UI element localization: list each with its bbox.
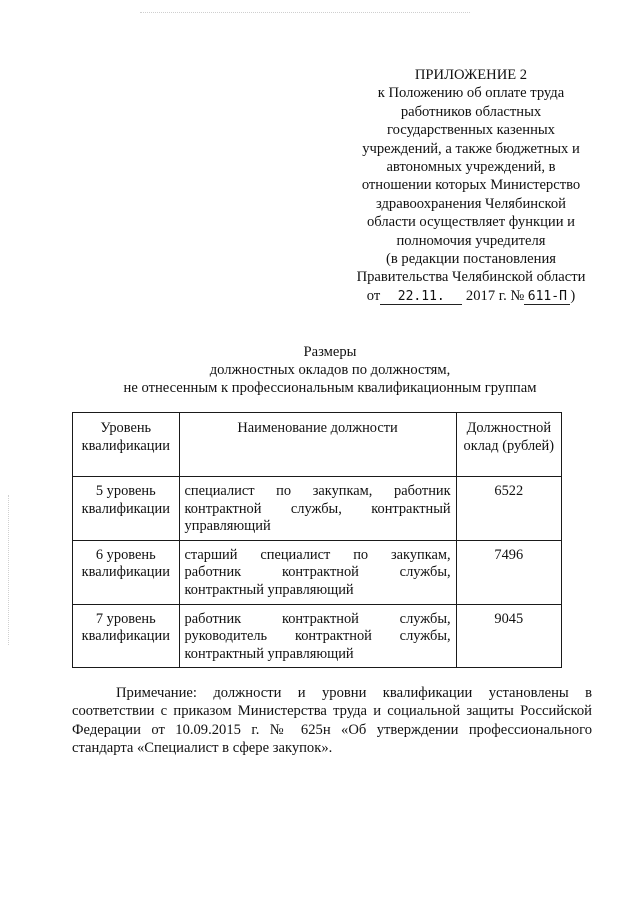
appendix-line: государственных казенных [387, 122, 555, 139]
header-salary: Должностной оклад (рублей) [456, 413, 561, 477]
appendix-line: работников областных [400, 103, 542, 120]
cell-position-name: старший специалист по закупкам, работник контрактной службы, контрактный управляющий [179, 540, 456, 604]
appendix-line: полномочия учредителя [396, 232, 546, 249]
appendix-line: здравоохранения Челябинской [376, 195, 566, 212]
scan-artifact-left [8, 495, 10, 645]
table-row [73, 604, 562, 668]
appendix-line: автономных учреждений, в [386, 159, 556, 176]
title-line-3: не отнесенным к профессиональным квалификационным группам [123, 380, 537, 396]
table-row [73, 540, 562, 604]
appendix-header [340, 66, 602, 306]
cell-level: 7 уровень квалификации [73, 604, 180, 668]
table-row [73, 477, 562, 541]
closing-paren: ) [570, 287, 576, 304]
appendix-line: отношении которых Министерство [361, 177, 581, 194]
date-prefix: от [366, 287, 381, 304]
title-line-1: Размеры [303, 344, 357, 360]
document-title [70, 343, 590, 397]
resolution-date-line [340, 287, 602, 306]
cell-level: 5 уровень квалификации [73, 477, 180, 541]
header-position-name: Наименование должности [179, 413, 456, 477]
scan-artifact-top [140, 12, 470, 14]
resolution-year: 2017 г. [465, 287, 507, 304]
cell-level: 6 уровень квалификации [73, 540, 180, 604]
number-prefix: № [510, 287, 525, 304]
appendix-line: (в редакции постановления [386, 251, 556, 268]
resolution-number: 611-П [524, 288, 570, 306]
note-paragraph [72, 684, 592, 758]
appendix-line: Правительства Челябинской области [356, 269, 586, 286]
appendix-line: учреждений, а также бюджетных и [362, 140, 580, 157]
appendix-line: к Положению об оплате труда [377, 85, 565, 102]
header-level: Уровень квалификации [73, 413, 180, 477]
appendix-title: ПРИЛОЖЕНИЕ 2 [414, 67, 528, 83]
cell-salary: 9045 [456, 604, 561, 668]
cell-position-name: работник контрактной службы, руководитель контрактной службы, контрактный управляющий [179, 604, 456, 668]
note-text: Примечание: должности и уровни квалификации установлены в соответствии с приказом Министерства труда и социальной защиты Российской Федерации от 10.09.2015 г. № 625н «Об утверждении профессионального стандарта «Специалист в сфере закупок». [72, 685, 592, 757]
cell-salary: 6522 [456, 477, 561, 541]
salary-table [72, 412, 562, 668]
cell-salary: 7496 [456, 540, 561, 604]
title-line-2: должностных окладов по должностям, [209, 362, 451, 378]
table-header-row [73, 413, 562, 477]
appendix-line: области осуществляет функции и [367, 214, 575, 231]
resolution-date: 22.11. [380, 288, 462, 306]
cell-position-name: специалист по закупкам, работник контрактной службы, контрактный управляющий [179, 477, 456, 541]
